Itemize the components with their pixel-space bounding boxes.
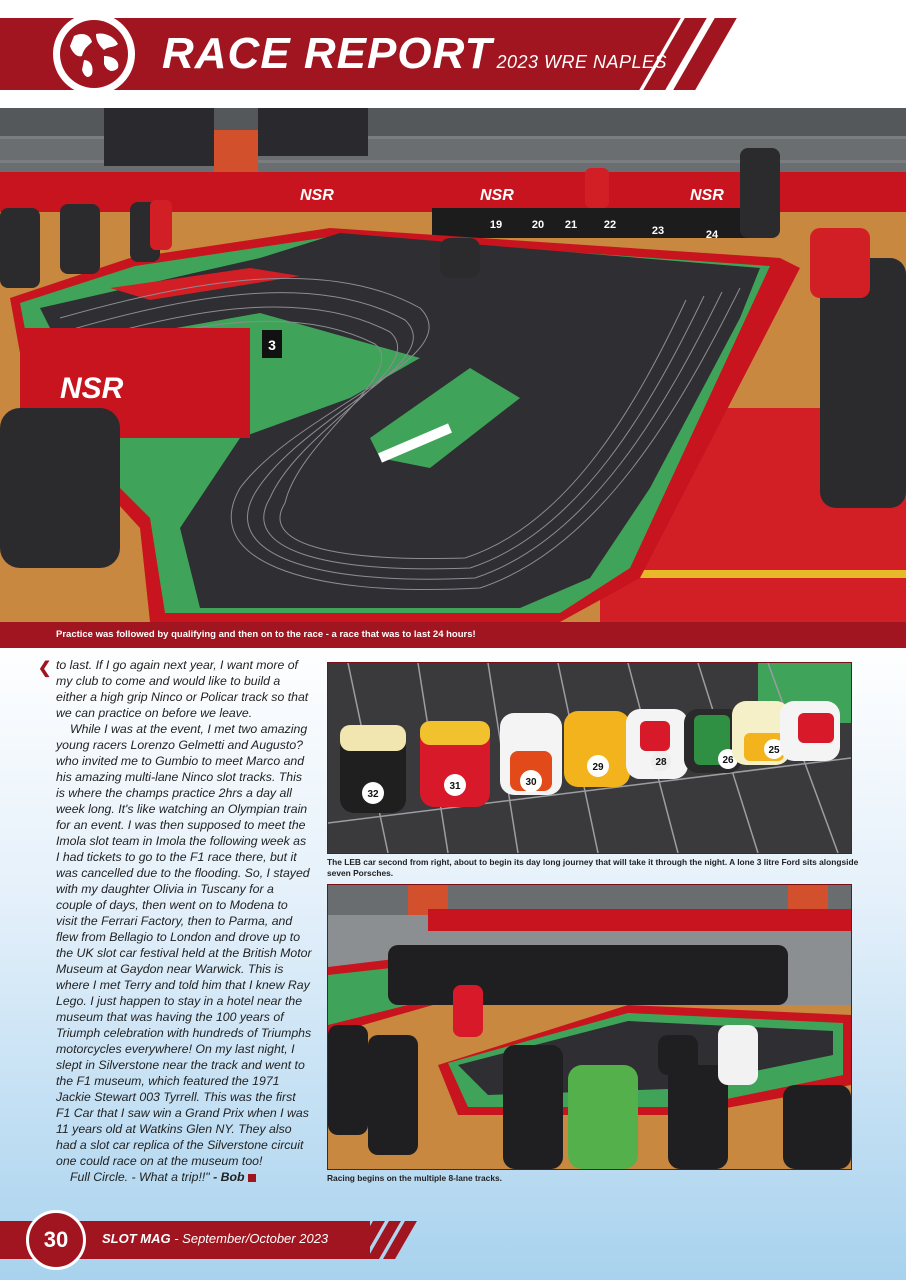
lane-number: 19 [489, 219, 503, 231]
car-number: 28 [655, 757, 667, 768]
crowd-photo-caption: Racing begins on the multiple 8-lane tracks. [327, 1173, 502, 1183]
author-signature: - Bob [213, 1170, 245, 1184]
page-subtitle: 2023 WRE NAPLES [496, 52, 668, 72]
article-paragraph: While I was at the event, I met two amazing young racers Lorenzo Gelmetti and Augusto? who invited me to Gumbio to meet Marco and his amazing multi-lane Ninco slot tracks. This is where the champs practice 2hrs a day all week long. It's like watching an Olympian train for an event. I was then supposed to meet the Imola slot team in Imola the following week as I had tickets to go to the F1 race there, but it was cancelled due to the flooding. So, I stayed with my daughter Olivia in Tuscany for a couple of days, then went on to Modena to visit the Ferrari Factory, then to Parma, and flew from Bellagio to London and drove up to the UK slot car festival held at the British Motor Museum at Gaydon near Warwick. This is where I met Terry and told him that I knew Ray Lego. I just happen to stay in a hotel near the museum that was having the 100 years of Triumph celebration with hundreds of Triumphs motorcycles everywhere! On my last night, I slept in Silverstone near the track and went to the F1 museum, which featured the 1971 Jackie Stewart 003 Tyrrell. This was the first F1 Car that I saw win a Grand Prix when I was 11 years old at Watkins Glen NY. They also had a slot car replica of the Silverstone circuit one could race on at the museum too! [56, 722, 312, 1168]
crowd-photo [327, 884, 852, 1170]
lane-number: 23 [651, 225, 665, 237]
corner-marker: 3 [268, 337, 276, 353]
cars-photo-caption: The LEB car second from right, about to begin its day long journey that will take it through the night. A lone 3 litre Ford sits alongside seven Porsches. [327, 857, 859, 878]
side-banner-logo: NSR [60, 372, 124, 405]
car-number: 29 [592, 762, 604, 773]
car-number: 25 [768, 745, 780, 756]
banner-logo: NSR [300, 187, 334, 204]
article-paragraph: to last. If I go again next year, I want more of my club to come and would like to build a either a high grip Ninco or Policar track so that we can practice on before we leave. [56, 658, 309, 720]
article-signoff: Full Circle. - What a trip!!" - Bob [56, 1169, 312, 1185]
car-number: 31 [449, 781, 461, 792]
magazine-name: SLOT MAG [102, 1231, 171, 1246]
footer-issue [102, 1231, 328, 1246]
continued-arrow-icon: ❮ [38, 660, 52, 677]
car-number: 30 [525, 777, 537, 788]
cars-photo [327, 662, 852, 854]
car-number: 32 [367, 789, 379, 800]
main-photo-caption: Practice was followed by qualifying and then on to the race - a race that was to last 24 hours! [0, 622, 906, 648]
page-number: 30 [26, 1210, 86, 1270]
end-mark-icon [248, 1174, 256, 1182]
lane-number: 21 [564, 219, 578, 231]
page-title: RACE REPORT 2023 WRE NAPLES [162, 29, 668, 78]
main-photo [0, 108, 906, 622]
lane-number: 22 [603, 219, 617, 231]
globe-icon [44, 12, 144, 96]
lane-number: 24 [705, 229, 719, 241]
lane-number: 20 [531, 219, 545, 231]
banner-logo: NSR [480, 187, 514, 204]
article-body [56, 657, 312, 1185]
banner-logo: NSR [690, 187, 724, 204]
issue-date: - September/October 2023 [174, 1231, 329, 1246]
car-number: 26 [722, 755, 734, 766]
